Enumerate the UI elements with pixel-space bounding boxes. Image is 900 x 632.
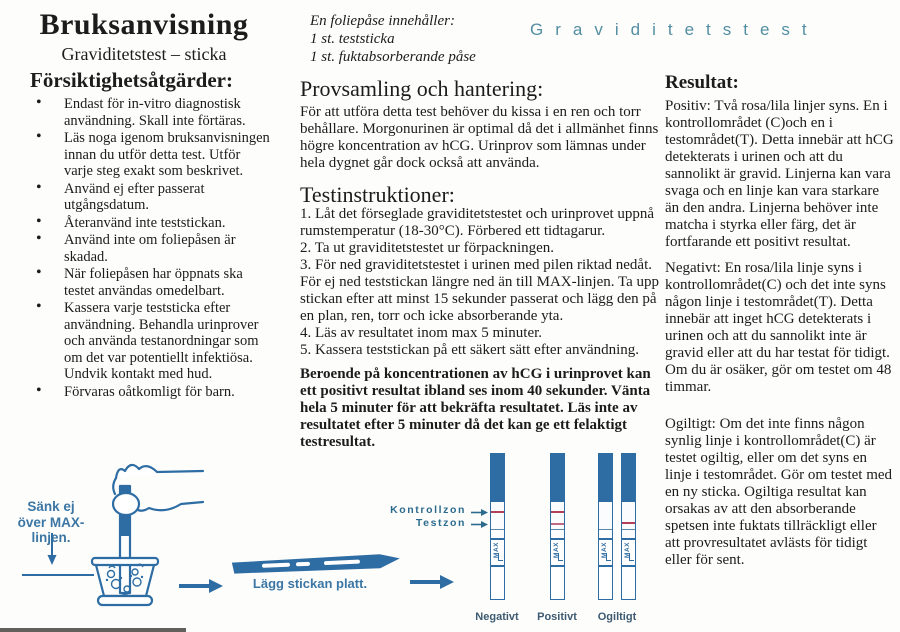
results-heading: Resultat: — [665, 72, 739, 93]
max-line-note: Sänk ej över MAX-linjen. — [17, 499, 85, 545]
right-arrow-icon — [471, 520, 488, 529]
test-stick-invalid-testline-only — [621, 453, 636, 600]
control-zone-label: Kontrollzon — [390, 504, 466, 516]
result-window — [491, 502, 504, 540]
max-label: MAX — [601, 542, 608, 558]
stick-cap — [551, 454, 564, 502]
max-zone — [491, 540, 504, 567]
right-arrow-icon — [471, 508, 488, 517]
max-label: MAX — [493, 542, 500, 558]
max-notch — [606, 553, 611, 561]
step: 1. Låt det förseglade graviditetstestet och urinprovet uppnå rumstemperatur (18-30°C). Förbered ett tidtagarur. — [300, 206, 655, 239]
step: 3. För ned graviditetstestet i urinen med pilen riktad nedåt. För ej ned teststickan längre ned än till MAX-linjen. Ta upp stickan efter att minst 15 sekunder passerat och lägg den på en plan, ren, torr och icke absorberande yta. — [300, 257, 660, 324]
control-line — [491, 511, 504, 513]
list-item: • Återanvänd inte teststickan. — [30, 215, 272, 232]
negative-result-paragraph: Negativt: En rosa/lila linje syns i kontrollområdet(C) och det inte syns någon linje i testområdet(T). Detta innebär att inget hCG detekterats i urinen och att du sannolikt inte är gravid eller att du har testat för tidigt. Om du är osäker, gör om testet om 48 timmar. — [665, 260, 892, 395]
max-zone — [622, 540, 635, 567]
result-window — [622, 502, 635, 540]
pouch-note-line: En foliepåse innehåller: — [310, 13, 455, 29]
stick-cap — [491, 454, 504, 502]
timing-warning: Beroende på koncentrationen av hCG i urinprovet kan ett positivt resultat ibland ses inom 40 sekunder. Vänta hela 5 minuter för att bekräfta resultatet. Läs inte av resultatet efter 5 minuter då det kan ge ett felaktigt testresultat. — [300, 366, 651, 450]
scan-artifact — [0, 628, 186, 632]
pouch-note-line: 1 st. fuktabsorberande påse — [310, 49, 476, 65]
max-zone — [599, 540, 612, 567]
step: 5. Kassera teststickan på ett säkert sätt efter användning. — [300, 342, 640, 358]
instructions-heading: Testinstruktioner: — [300, 182, 455, 207]
pouch-note-line: 1 st. teststicka — [310, 31, 395, 47]
stick-cap — [622, 454, 635, 502]
flow-arrow-icon — [179, 578, 223, 594]
result-window — [599, 502, 612, 540]
max-label: MAX — [553, 542, 560, 558]
list-item: • Använd ej efter passerat utgångsdatum. — [30, 181, 272, 214]
window-divider — [622, 529, 635, 530]
list-item: • Läs noga igenom bruksanvisningen innan du utför detta test. Utför varje steg exakt som beskrivet. — [30, 130, 272, 180]
page-subtitle: Graviditetstest – sticka — [61, 44, 227, 64]
precautions-list — [30, 96, 272, 401]
flat-stick-illustration — [230, 551, 402, 577]
max-label: MAX — [624, 542, 631, 558]
step: 4. Läs av resultatet inom max 5 minuter. — [300, 325, 543, 341]
sampling-heading: Provsamling och hantering: — [300, 76, 544, 101]
title-block — [28, 8, 260, 65]
test-line — [622, 522, 635, 524]
precautions-heading: Försiktighetsåtgärder: — [30, 68, 233, 92]
brand-wordmark: Graviditetstest — [530, 20, 819, 39]
list-item: • När foliepåsen har öppnats ska testet användas omedelbart. — [30, 266, 272, 299]
down-arrow-icon — [46, 533, 58, 565]
stick-cap — [599, 454, 612, 502]
step: 2. Ta ut graviditetstestet ur förpackningen. — [300, 240, 555, 256]
max-level-line — [22, 574, 94, 576]
stick-label-negative: Negativt — [475, 611, 519, 623]
stick-label-invalid: Ogiltigt — [597, 611, 637, 623]
stick-label-positive: Positivt — [537, 611, 577, 623]
list-item: • Använd inte om foliepåsen är skadad. — [30, 232, 272, 265]
list-item: • Kassera varje teststicka efter användning. Behandla urinprover och använda testanordningar som om det var potentiellt infektiösa. Undvik kontakt med hud. — [30, 300, 272, 383]
positive-result-paragraph: Positiv: Två rosa/lila linjer syns. En i kontrollområdet (C)och en i testområdet(T). Detta innebär att hCG detekterats i urinen och att du sannolikt är gravid. Linjerna kan vara svaga och en linje kan vara starkare än den andra. Linjerna behöver inte matcha i styrka eller färg, det är fortfarande ett positivt resultat. — [665, 98, 894, 250]
max-notch — [558, 553, 563, 561]
list-item: • Förvaras oåtkomligt för barn. — [30, 384, 272, 401]
control-line — [551, 511, 564, 513]
test-zone-label: Testzon — [415, 517, 466, 529]
instructions-steps — [300, 206, 660, 359]
sampling-paragraph: För att utföra detta test behöver du kissa i en ren och torr behållare. Morgonurinen är optimal då det i allmänhet finns högre koncentration av hCG. Urinprov som lämnas under hela dygnet går dock också att använda. — [300, 104, 659, 171]
flow-arrow-icon — [410, 574, 454, 590]
window-divider — [491, 529, 504, 530]
test-stick-invalid-blank — [598, 453, 613, 600]
result-window — [551, 502, 564, 540]
max-zone — [551, 540, 564, 567]
max-notch — [629, 553, 634, 561]
test-stick-negative — [490, 453, 505, 600]
test-stick-positive — [550, 453, 565, 600]
page-title: Bruksanvisning — [39, 8, 249, 41]
window-divider — [599, 529, 612, 530]
window-divider — [551, 529, 564, 530]
lay-flat-label: Lägg stickan platt. — [252, 576, 368, 591]
max-notch — [498, 553, 503, 561]
list-item: • Endast för in-vitro diagnostisk användning. Skall inte förtäras. — [30, 96, 272, 129]
invalid-result-paragraph: Ogiltigt: Om det inte finns någon synlig linje i kontrollområdet(C) är testet ogiltig, eller om det syns en linje i testområdet. Gör om testet med en ny sticka. Ogiltiga resultat kan orsakas av att den absorberande spetsen inte fuktats tillräckligt eller att provresultatet avlästs för tidigt eller för sent. — [665, 416, 893, 568]
test-line — [551, 523, 564, 525]
